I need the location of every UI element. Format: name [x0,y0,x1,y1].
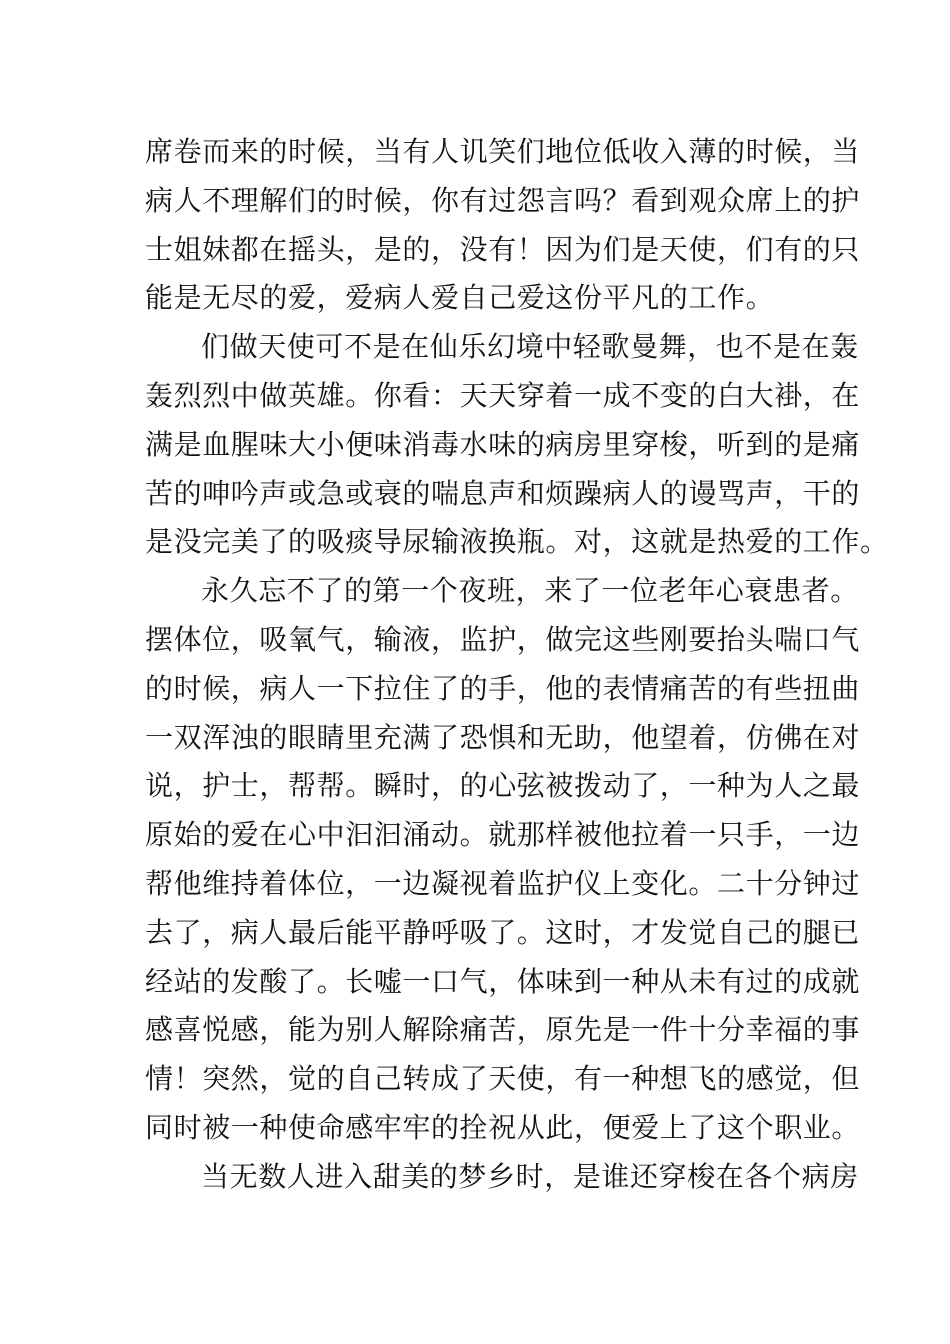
text-line: 能是无尽的爱，爱病人爱自己爱这份平凡的工作。 [145,281,775,315]
paragraph-start-line: 们做天使可不是在仙乐幻境中轻歌曼舞，也不是在轰 [201,330,859,364]
text-line: 原始的爱在心中汩汩涌动。就那样被他拉着一只手，一边 [145,818,861,852]
text-line: 席卷而来的时候，当有人讥笑们地位低收入薄的时候，当 [145,135,861,168]
text-line: 一双浑浊的眼睛里充满了恐惧和无助，他望着，仿佛在对 [145,720,861,754]
text-line: 情！突然，觉的自己转成了天使，有一种想飞的感觉，但 [145,1062,861,1096]
text-line: 说，护士，帮帮。瞬时，的心弦被拨动了，一种为人之最 [145,769,861,803]
paragraph-start-line: 永久忘不了的第一个夜班，来了一位老年心衰患者。 [201,574,859,608]
text-line: 病人不理解们的时候，你有过怨言吗？看到观众席上的护 [145,183,861,217]
text-line: 感喜悦感，能为别人解除痛苦，原先是一件十分幸福的事 [145,1013,861,1047]
body-text [145,128,889,1202]
text-line: 苦的呻吟声或急或衰的喘息声和烦躁病人的谩骂声，干的 [145,476,861,510]
paragraph-start-line: 当无数人进入甜美的梦乡时，是谁还穿梭在各个病房 [201,1159,859,1193]
text-line: 是没完美了的吸痰导尿输液换瓶。对，这就是热爱的工作。 [145,525,889,559]
text-line: 去了，病人最后能平静呼吸了。这时，才发觉自己的腿已 [145,915,861,949]
text-line: 的时候，病人一下拉住了的手，他的表情痛苦的有些扭曲 [145,671,861,705]
text-line: 经站的发酸了。长嘘一口气，体味到一种从未有过的成就 [145,964,861,998]
text-line: 轰烈烈中做英雄。你看：天天穿着一成不变的白大褂，在 [145,378,861,412]
text-line: 同时被一种使命感牢牢的拴祝从此，便爱上了这个职业。 [145,1110,861,1144]
text-line: 士姐妹都在摇头，是的，没有！因为们是天使，们有的只 [145,232,861,266]
text-line: 帮他维持着体位，一边凝视着监护仪上变化。二十分钟过 [145,866,861,900]
text-line: 摆体位，吸氧气，输液，监护，做完这些刚要抬头喘口气 [145,622,861,656]
text-line: 满是血腥味大小便味消毒水味的病房里穿梭，听到的是痛 [145,427,861,461]
